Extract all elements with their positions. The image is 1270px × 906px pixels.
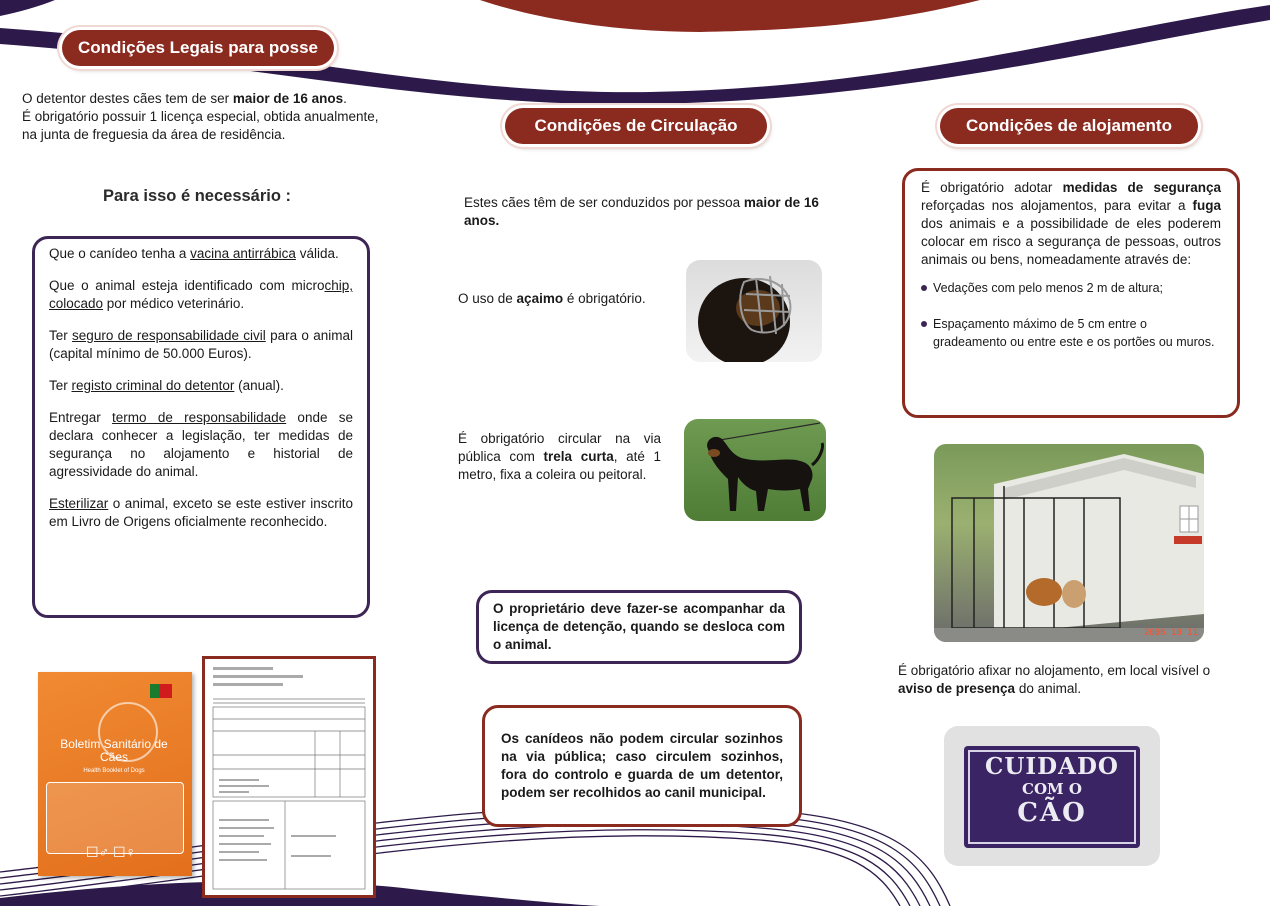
kennel-photo xyxy=(934,444,1204,642)
requirement-item: Que o canídeo tenha a vacina antirrábica válida. xyxy=(49,246,339,261)
leashed-dog-photo xyxy=(684,419,826,521)
heading-housing: Condições de alojamento xyxy=(940,108,1198,144)
security-measures-text: É obrigatório adotar medidas de segurança reforçadas nos alojamentos, para evitar a fuga dos animais e a possibilidade de eles poderem colocar em risco a segurança de pessoas, outros animais ou bens, nomeadamente através de: xyxy=(921,180,1221,267)
muzzled-dog-photo xyxy=(686,260,822,362)
sex-symbols-icon: ☐♂ ☐♀ xyxy=(86,844,136,860)
bullet-dot-icon xyxy=(921,321,927,327)
form-lines xyxy=(205,659,373,895)
requirement-item: Esterilizar o animal, exceto se este estiver inscrito em Livro de Origens oficialmente reconhecido. xyxy=(49,496,353,529)
license-notice-text: O proprietário deve fazer-se acompanhar da licença de detenção, quando se desloca com o animal. xyxy=(493,601,785,652)
sign-line: CUIDADO xyxy=(985,753,1119,780)
warning-sign-notice: É obrigatório afixar no alojamento, em local visível o aviso de presença do animal. xyxy=(898,663,1211,696)
bullet-item: Vedações com pelo menos 2 m de altura; xyxy=(921,279,1221,297)
muzzled-dog-icon xyxy=(686,260,822,362)
bullet-dot-icon xyxy=(921,285,927,291)
booklet-title: Boletim Sanitário de Cães xyxy=(60,737,168,764)
circulation-intro: Estes cães têm de ser conduzidos por pessoa maior de 16 anos. xyxy=(464,195,819,228)
subheading-requirements: Para isso é necessário : xyxy=(103,187,292,205)
requirements-box xyxy=(32,236,370,618)
intro-text: O detentor destes cães tem de ser xyxy=(22,91,233,106)
photo-date-stamp: 2006 10 11 xyxy=(1143,628,1198,638)
legal-intro xyxy=(22,90,384,144)
booklet-subtitle: Health Booklet of Dogs xyxy=(83,768,145,774)
intro-emphasis: maior de 16 anos xyxy=(232,91,344,106)
health-booklet-image xyxy=(38,672,192,876)
sign-line: CÃO xyxy=(1017,798,1087,828)
portugal-flag-icon xyxy=(150,684,172,698)
warning-sign-photo xyxy=(944,726,1160,866)
registration-form-image xyxy=(202,656,376,898)
muzzle-text: O uso de açaimo é obrigatório. xyxy=(458,291,646,306)
requirement-item: Que o animal esteja identificado com microchip, colocado por médico veterinário. xyxy=(49,278,353,311)
kennel-illustration xyxy=(934,444,1204,642)
unaccompanied-dogs-box xyxy=(482,705,802,827)
warning-sign-plate xyxy=(964,746,1140,848)
leash-text: É obrigatório circular na via pública com trela curta, até 1 metro, fixa a coleira ou peitoral. xyxy=(458,431,662,482)
requirement-item: Ter seguro de responsabilidade civil para o animal (capital mínimo de 50.000 Euros). xyxy=(49,328,353,361)
rottweiler-icon xyxy=(684,419,826,521)
security-measures-box xyxy=(902,168,1240,418)
intro-period: . xyxy=(343,91,347,106)
bullet-item: Espaçamento máximo de 5 cm entre o gradeamento ou entre este e os portões ou muros. xyxy=(921,315,1221,351)
license-notice-box xyxy=(476,590,802,664)
requirement-item: Ter registo criminal do detentor (anual). xyxy=(49,378,284,393)
intro-license-text: É obrigatório possuir 1 licença especial, obtida anualmente, na junta de freguesia da área de residência. xyxy=(22,109,379,142)
heading-circulation: Condições de Circulação xyxy=(505,108,767,144)
requirement-item: Entregar termo de responsabilidade onde se declara conhecer a legislação, ter medidas de segurança no alojamento e historial de agressividade do animal. xyxy=(49,410,353,479)
unaccompanied-dogs-text: Os canídeos não podem circular sozinhos na via pública; caso circulem sozinhos, fora do controlo e guarda de um detentor, podem ser recolhidos ao canil municipal. xyxy=(501,731,783,800)
sign-line: COM O xyxy=(1022,780,1082,798)
heading-legal-conditions: Condições Legais para posse xyxy=(62,30,334,66)
